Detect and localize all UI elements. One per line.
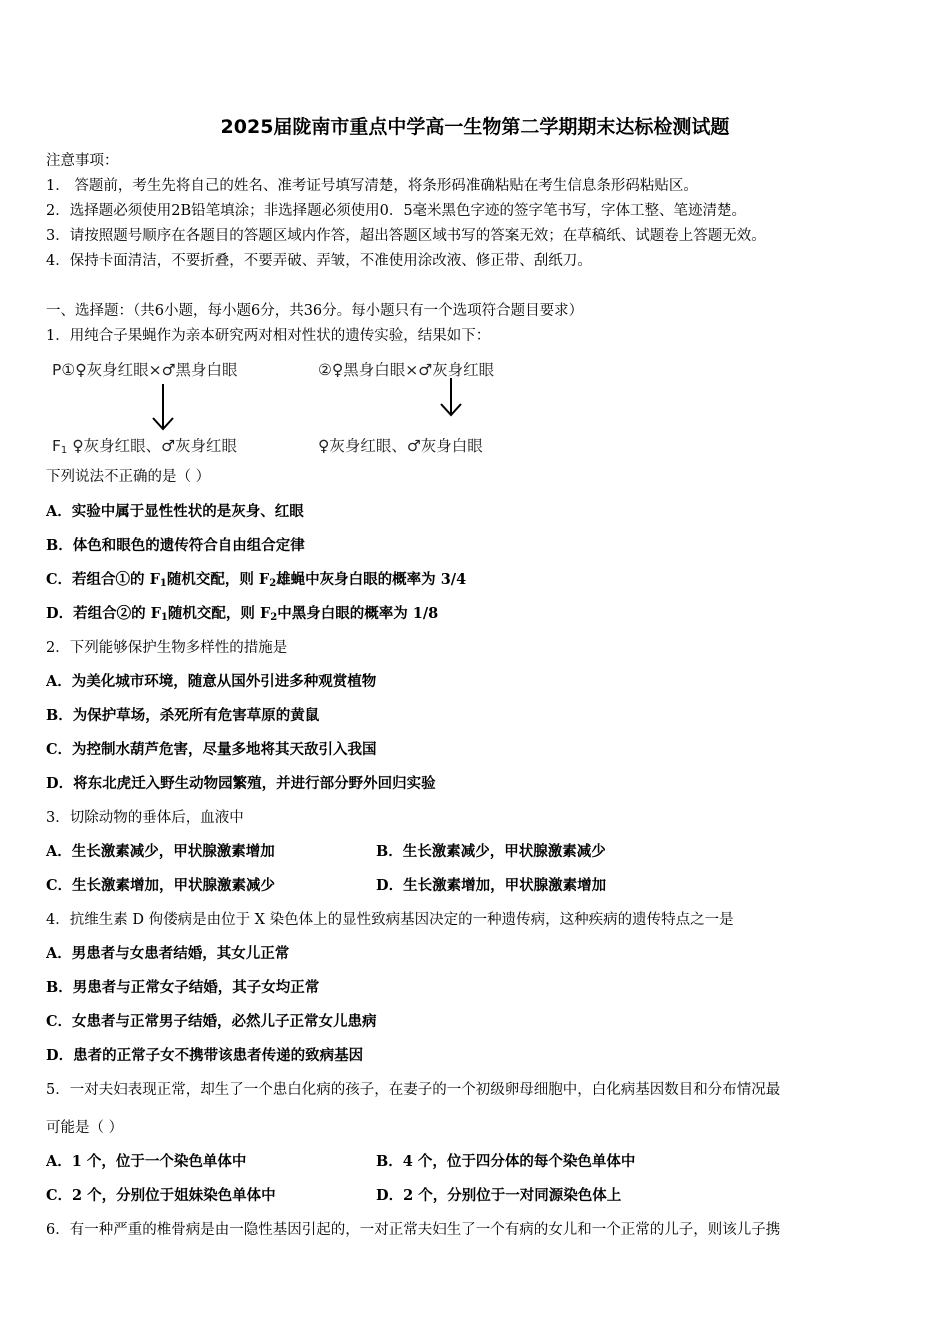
q2-option-b: B．为保护草场，杀死所有危害草原的黄鼠: [46, 707, 320, 724]
q5-stem: 5．一对夫妇表现正常，却生了一个患白化病的孩子，在妻子的一个初级卵母细胞中，白化病基因数目和分布情况最: [46, 1082, 781, 1098]
page-title: 2025届陇南市重点中学高一生物第二学期期末达标检测试题: [220, 116, 730, 138]
subscript: 2: [270, 612, 278, 623]
f1-result-2: ♀灰身红眼、♂灰身白眼: [318, 437, 483, 455]
result-1-text: ♀灰身红眼、♂灰身红眼: [72, 437, 237, 455]
q5-option-d: D．2 个，分别位于一对同源染色体上: [376, 1187, 622, 1204]
subscript: 1: [160, 612, 168, 623]
section-heading: 一、选择题：（共6小题，每小题6分，共36分。每小题只有一个选项符合题目要求）: [46, 303, 584, 319]
cross-2: ②♀黑身白眼×♂灰身红眼: [318, 361, 495, 379]
p-label: P: [52, 361, 62, 379]
cross-1: [52, 358, 238, 380]
q3-option-c: C．生长激素增加，甲状腺激素减少: [46, 877, 276, 894]
q4-stem: 4．抗维生素 D 佝偻病是由位于 X 染色体上的显性致病基因决定的一种遗传病，这种疾病的遗传特点之一是: [46, 912, 734, 928]
notice-item-1: 1． 答题前，考生先将自己的姓名、准考证号填写清楚，将条形码准确粘贴在考生信息条形码粘贴区。: [46, 178, 698, 194]
q1-option-d-part: D．若组合②的 F: [46, 605, 161, 622]
q1-option-d-part: 随机交配，则 F: [167, 605, 271, 622]
q5-stem-cont: 可能是（ ）: [46, 1120, 124, 1136]
q5-option-a: A．1 个，位于一个染色单体中: [46, 1153, 247, 1170]
down-arrow-icon: [148, 382, 178, 434]
q3-option-a: A．生长激素减少，甲状腺激素增加: [46, 843, 275, 860]
q3-option-b: B．生长激素减少，甲状腺激素减少: [376, 843, 606, 860]
q2-option-c: C．为控制水葫芦危害，尽量多地将其天敌引入我国: [46, 741, 377, 758]
q1-option-c-part: 雄蝇中灰身白眼的概率为 3/4: [276, 571, 467, 588]
f1-result-1: [52, 434, 237, 456]
notice-item-3: 3．请按照题号顺序在各题目的答题区域内作答，超出答题区域书写的答案无效；在草稿纸、试题卷上答题无效。: [46, 228, 766, 244]
q4-option-d: D．患者的正常子女不携带该患者传递的致病基因: [46, 1047, 364, 1064]
q6-stem: 6．有一种严重的椎骨病是由一隐性基因引起的，一对正常夫妇生了一个有病的女儿和一个正常的儿子，则该儿子携: [46, 1222, 781, 1238]
f1-sub: 1: [60, 445, 68, 456]
q1-option-c: [46, 570, 466, 594]
q4-option-b: B．男患者与正常女子结婚，其子女均正常: [46, 979, 320, 996]
q4-option-a: A．男患者与女患者结婚，其女儿正常: [46, 945, 290, 962]
down-arrow-icon: [436, 376, 466, 420]
q4-option-c: C．女患者与正常男子结婚，必然儿子正常女儿患病: [46, 1013, 377, 1030]
q5-option-c: C．2 个，分别位于姐妹染色单体中: [46, 1187, 276, 1204]
q2-stem: 2．下列能够保护生物多样性的措施是: [46, 640, 288, 656]
notice-item-4: 4．保持卡面清洁，不要折叠，不要弄破、弄皱，不准使用涂改液、修正带、刮纸刀。: [46, 253, 592, 269]
q1-prompt: 下列说法不正确的是（ ）: [46, 469, 211, 485]
q1-option-d-part: 中黑身白眼的概率为 1/8: [277, 605, 439, 622]
cross-1-text: ①♀灰身红眼×♂黑身白眼: [61, 361, 238, 379]
q1-option-c-part: 随机交配，则 F: [166, 571, 270, 588]
q1-option-c-part: C．若组合①的 F: [46, 571, 160, 588]
q3-stem: 3．切除动物的垂体后，血液中: [46, 810, 244, 826]
subscript: 1: [159, 578, 167, 589]
q1-option-b: B．体色和眼色的遗传符合自由组合定律: [46, 537, 305, 554]
subscript: 2: [269, 578, 277, 589]
notice-heading: 注意事项：: [46, 153, 119, 169]
q5-option-b: B．4 个，位于四分体的每个染色单体中: [376, 1153, 636, 1170]
q1-option-a: A．实验中属于显性性状的是灰身、红眼: [46, 503, 304, 520]
q2-option-d: D．将东北虎迁入野生动物园繁殖，并进行部分野外回归实验: [46, 775, 436, 792]
q1-stem: 1．用纯合子果蝇作为亲本研究两对相对性状的遗传实验，结果如下：: [46, 328, 491, 344]
q2-option-a: A．为美化城市环境，随意从国外引进多种观赏植物: [46, 673, 377, 690]
f1-label: F: [52, 437, 61, 455]
q3-option-d: D．生长激素增加，甲状腺激素增加: [376, 877, 607, 894]
notice-item-2: 2．选择题必须使用2B铅笔填涂；非选择题必须使用0．5毫米黑色字迹的签字笔书写，字体工整、笔迹清楚。: [46, 203, 747, 219]
q1-option-d: [46, 604, 438, 628]
